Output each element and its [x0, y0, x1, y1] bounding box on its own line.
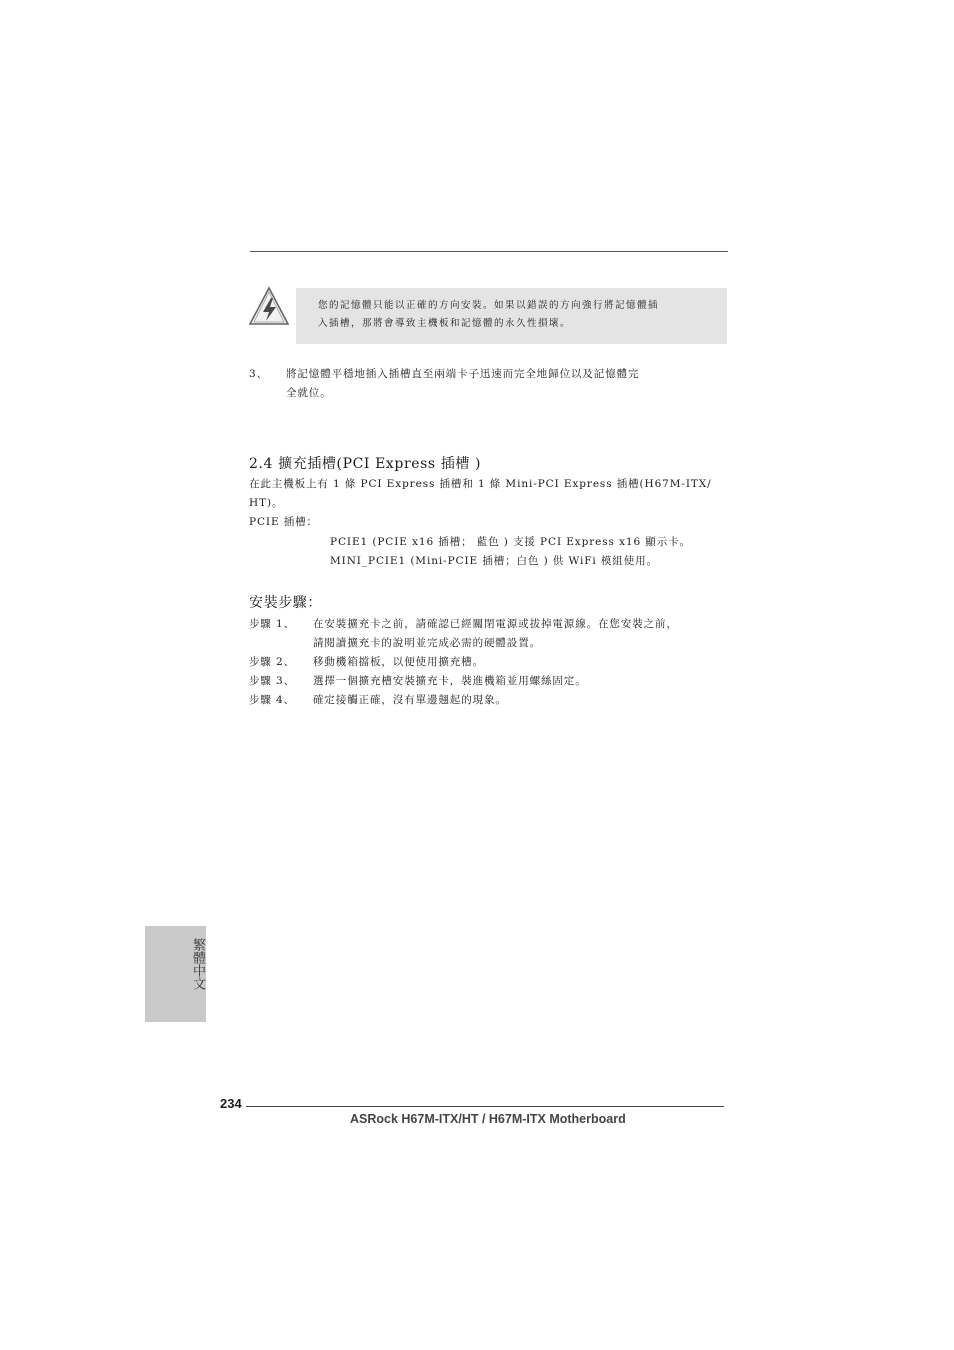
warning-text-line-1: 您的記憶體只能以正確的方向安裝。如果以錯誤的方向強行將記憶體插	[318, 300, 660, 311]
section-intro-line-2: HT)。	[249, 497, 284, 509]
language-side-tab-label: 繁體中文	[190, 938, 205, 990]
install-step-2-line-1: 移動機箱擋板，以便使用擴充槽。	[313, 656, 484, 668]
install-step-2-label: 步驟 2、	[249, 656, 296, 668]
install-step-3-label: 步驟 3、	[249, 675, 296, 687]
language-side-tab	[145, 926, 206, 1022]
page-number: 234	[220, 1096, 242, 1111]
install-step-1-line-1: 在安裝擴充卡之前，請確認已經關閉電源或拔掉電源線。在您安裝之前，	[313, 618, 678, 630]
pcie-slots-label: PCIE 插槽：	[249, 516, 318, 528]
step3-line-1: 將記憶體平穩地插入插槽直至兩端卡子迅速而完全地歸位以及記憶體完	[286, 368, 640, 380]
install-step-4-label: 步驟 4、	[249, 694, 296, 706]
step3-number: 3、	[249, 368, 268, 380]
lightning-warning-icon	[248, 286, 290, 326]
install-step-4-line-1: 確定接觸正確，沒有單邊翹起的現象。	[313, 694, 507, 706]
section-heading: 2.4 擴充插槽(PCI Express 插槽 )	[249, 456, 482, 472]
top-divider	[250, 251, 728, 252]
warning-text-line-2: 入插槽，那將會導致主機板和記憶體的永久性損壞。	[318, 318, 572, 329]
install-step-1-label: 步驟 1、	[249, 618, 296, 630]
pcie-item-1: PCIE1 (PCIE x16 插槽； 藍色 ) 支援 PCI Express x16 顯示卡。	[330, 536, 691, 548]
pcie-item-2: MINI_PCIE1 (Mini-PCIE 插槽；白色 ) 供 WiFi 模組使用。	[330, 555, 658, 567]
footer-title: ASRock H67M-ITX/HT / H67M-ITX Motherboard	[350, 1112, 626, 1126]
step3-line-2: 全就位。	[286, 387, 332, 399]
install-heading: 安裝步驟：	[249, 595, 322, 611]
footer-divider	[246, 1106, 724, 1107]
install-step-1-line-2: 請閱讀擴充卡的說明並完成必需的硬體設置。	[313, 637, 541, 649]
install-step-3-line-1: 選擇一個擴充槽安裝擴充卡，裝進機箱並用螺絲固定。	[313, 675, 587, 687]
section-intro-line-1: 在此主機板上有 1 條 PCI Express 插槽和 1 條 Mini-PCI Express 插槽(H67M-ITX/	[249, 478, 712, 490]
